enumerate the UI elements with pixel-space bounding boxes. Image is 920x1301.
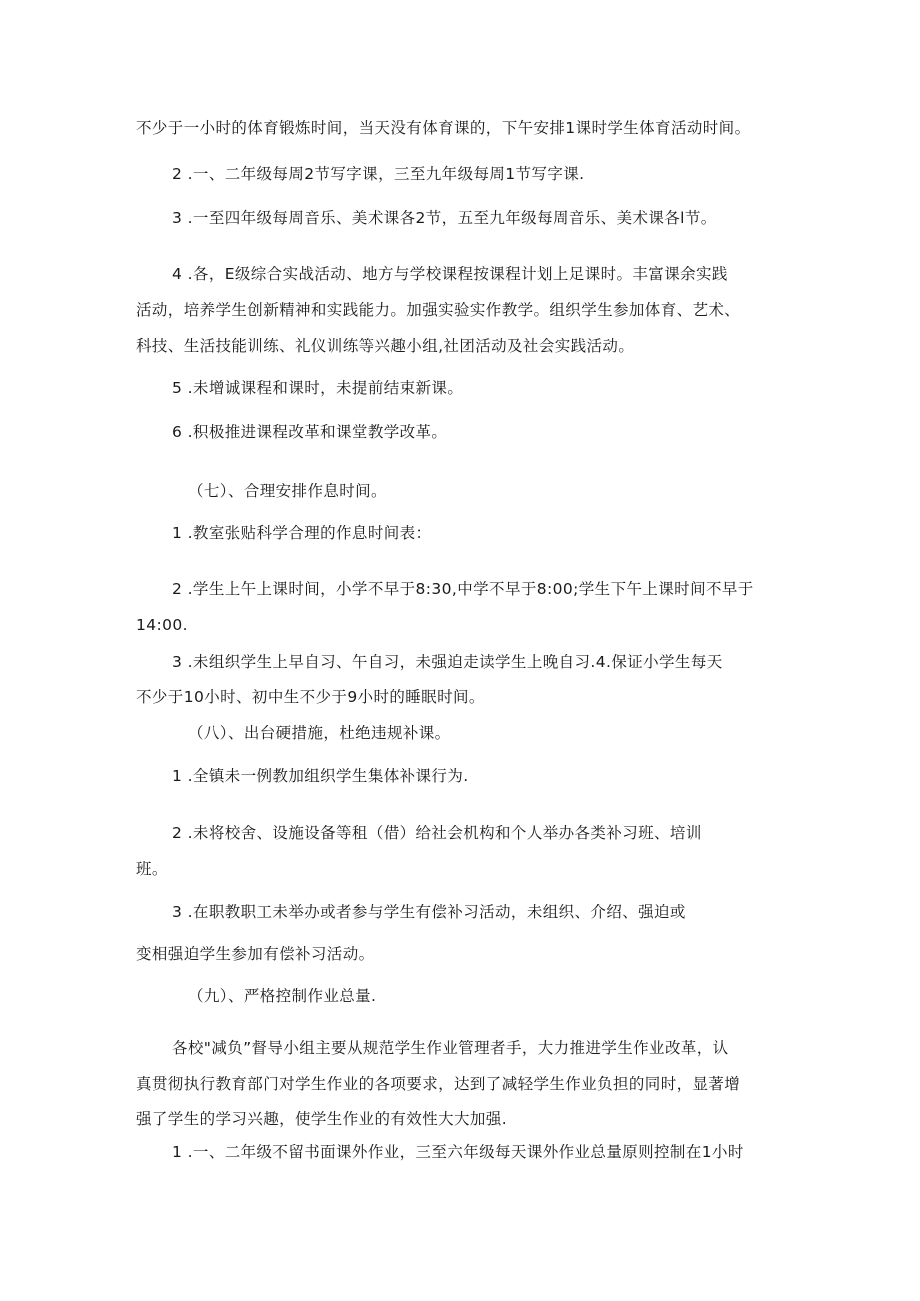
paragraph-line: 强了学生的学习兴趣，使学生作业的有效性大大加强.: [136, 1110, 508, 1128]
section-heading: （八）、出台硬措施，杜绝违规补课。: [188, 724, 451, 742]
paragraph-line: 真贯彻执行教育部门对学生作业的各项要求，达到了减轻学生作业负担的同时，显著增: [136, 1075, 741, 1093]
section-heading: （九）、严格控制作业总量.: [188, 987, 377, 1005]
paragraph-line: 变相强迫学生参加有偿补习活动。: [136, 945, 375, 963]
list-item: 1 .一、二年级不留书面课外作业，三至六年级每天课外作业总量原则控制在1小时: [172, 1143, 744, 1161]
list-item: 1 .教室张贴科学合理的作息时间表：: [172, 524, 432, 542]
paragraph-line: 科技、生活技能训练、礼仪训练等兴趣小组,社团活动及社会实践活动。: [136, 337, 635, 355]
paragraph-line: 不少于一小时的体育锻炼时间，当天没有体育课的，下午安排1课时学生体育活动时间。: [136, 119, 751, 137]
paragraph-line: 各校"减负”督导小组主要从规范学生作业管理者手，大力推进学生作业改革，认: [172, 1039, 729, 1057]
paragraph-line: 不少于10小时、初中生不少于9小时的睡眠时间。: [136, 688, 485, 706]
section-heading: （七）、合理安排作息时间。: [188, 482, 387, 500]
list-item: 2 .未将校舍、设施设备等租（借）给社会机构和个人举办各类补习班、培训: [172, 824, 702, 842]
list-item: 2 .一、二年级每周2节写字课，三至九年级每周1节写字课.: [172, 165, 585, 183]
list-item: 3 .未组织学生上早自习、午自习，未强迫走读学生上晚自习.4.保证小学生每天: [172, 653, 723, 671]
paragraph-line: 班。: [136, 860, 168, 878]
list-item: 3 .在职教职工未举办或者参与学生有偿补习活动，未组织、介绍、强迫或: [172, 903, 686, 921]
paragraph-line: 活动，培养学生创新精神和实践能力。加强实验实作教学。组织学生参加体育、艺术、: [136, 301, 741, 319]
list-item: 4 .各，E级综合实战活动、地方与学校课程按课程计划上足课时。丰富课余实践: [172, 265, 728, 283]
list-item: 1 .全镇未一例教加组织学生集体补课行为.: [172, 767, 469, 785]
list-item: 2 .学生上午上课时间，小学不早于8:30,中学不早于8:00;学生下午上课时间不早于: [172, 580, 754, 598]
list-item: 5 .未增诚课程和课时，未提前结束新课。: [172, 379, 464, 397]
list-item: 6 .积极推进课程改革和课堂教学改革。: [172, 423, 448, 441]
list-item: 3 .一至四年级每周音乐、美术课各2节，五至九年级每周音乐、美术课各l节。: [172, 209, 717, 227]
paragraph-line: 14:00.: [136, 616, 188, 634]
